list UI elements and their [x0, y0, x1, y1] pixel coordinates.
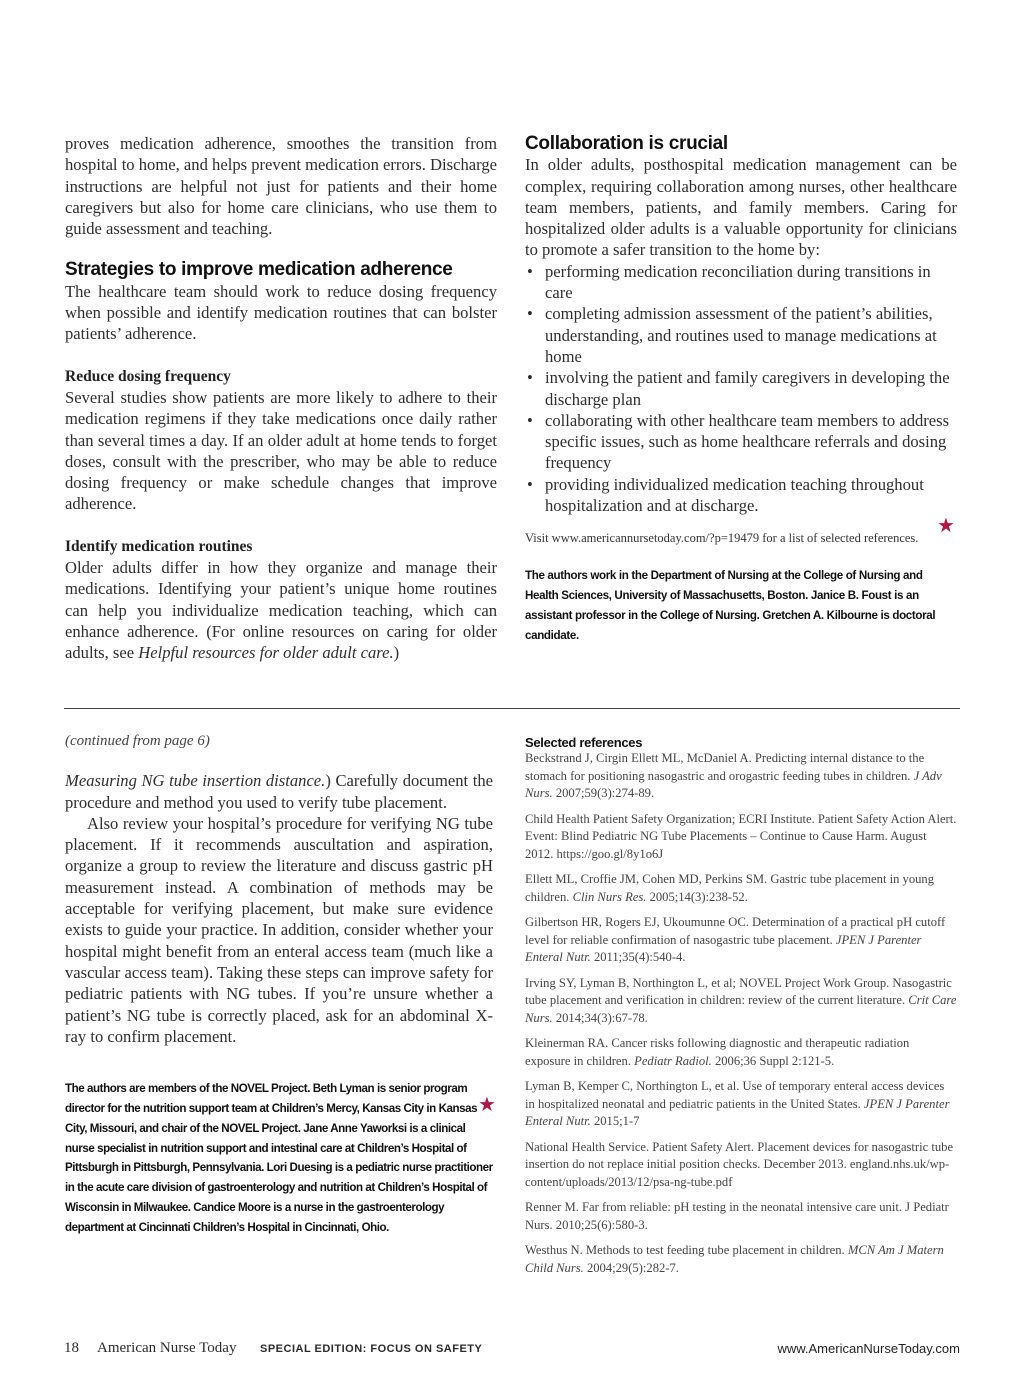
ng-paragraph-2: Also review your hospital’s procedure for verifying NG tube placement. If it recommends auscultation and aspiration, organize a group to review the literature and discuss gastric pH measurement instead. A combination of methods may be acceptable for verifying placement, but make sure evidence exists to guide your practice. In addition, consider whether your hospital might benefit from an enteral access team (much like a vascular access team). Taking these steps can improve safety for pediatric patients with NG tubes. If you’re unsure whether a patient’s NG tube is correctly placed, ask for an abdominal X-ray to confirm placement.	[65, 813, 493, 1046]
routines-heading: Identify medication routines	[65, 537, 253, 555]
website-link[interactable]: www.AmericanNurseToday.com	[777, 1341, 960, 1356]
collaboration-list	[525, 261, 957, 517]
list-item: • collaborating with other healthcare team members to address specific issues, such as home healthcare referrals and dosing frequency	[525, 410, 957, 474]
routines-end: )	[393, 643, 400, 663]
collaboration-paragraph: In older adults, posthospital medication management can be complex, requiring collaboration among nurses, other healthcare team members, patients, and family members. Caring for hospitalized older adults is a valuable opportunity for clinicians to promote a safer transition to the home by:	[525, 155, 957, 260]
helpful-resources-reference: Helpful resources for older adult care.	[138, 643, 394, 663]
routines-text: Older adults differ in how they organize and manage their medications. Identifying your patient’s unique home routines can help you individualize medication teaching, which can enhance adherence. (For online resources on caring for older adults, see	[65, 558, 497, 663]
authors-bio-bottom: The authors are members of the NOVEL Project. Beth Lyman is senior program director for the nutrition support team at Children’s Mercy, Kansas City in Kansas City, Missouri, and chair of the NOVEL Project. Jane Anne Yaworksi is a clinical nurse specialist in nutrition support and intestinal care at Children’s Hospital of Pittsburgh in Pittsburgh, Pennsylvania. Lori Duesing is a pediatric nurse practitioner in the acute care division of gastroenterology and nutrition at Children’s Hospital of Wisconsin in Milwaukee. Candice Moore is a nurse in the gastroenterology department at Cincinnati Children’s Hospital in Cincinnati, Ohio.	[65, 1082, 493, 1234]
ng-paragraph-1	[65, 770, 493, 813]
collaboration-heading: Collaboration is crucial	[525, 133, 728, 154]
left-top-column	[65, 133, 497, 664]
reference-text: Renner M. Far from reliable: pH testing in the neonatal intensive care unit. J Pediatr Nurs. 2010;25(6):580-3.	[525, 1200, 949, 1232]
reference-item	[525, 811, 957, 864]
reference-item	[525, 871, 957, 906]
reference-journal: JPEN J Parenter Enteral Nutr.	[525, 932, 922, 964]
reference-citation: 2004;29(5):282-7.	[586, 1260, 679, 1275]
reference-journal: Pediatr Radiol.	[634, 1053, 712, 1068]
end-star-icon: ★	[937, 515, 955, 537]
left-bottom-column	[65, 731, 493, 1238]
strategies-paragraph: The healthcare team should work to reduce dosing frequency when possible and identify medication routines that can bolster patients’ adherence.	[65, 281, 497, 344]
references-title: Selected references	[525, 735, 643, 750]
reference-item	[525, 1242, 957, 1277]
reference-text: Irving SY, Lyman B, Northington L, et al; NOVEL Project Work Group. Nasogastric tube placement and verification in children: review of the current literature.	[525, 975, 952, 1007]
list-item: • completing admission assessment of the patient’s abilities, understanding, and routines used to manage medications at home	[525, 303, 957, 367]
ng-paragraph-1-text: ) Carefully document the procedure and method you used to verify tube placement.	[65, 771, 493, 812]
continued-note: (continued from page 6)	[65, 733, 210, 749]
reference-journal: Clin Nurs Res.	[572, 889, 647, 904]
reference-journal: JPEN J Parenter Enteral Nutr.	[525, 1096, 950, 1128]
reference-journal: J Adv Nurs.	[525, 768, 942, 800]
right-top-column	[525, 133, 957, 646]
reference-item	[525, 1078, 957, 1131]
visit-note: Visit www.americannursetoday.com/?p=19479 for a list of selected references.	[525, 531, 919, 546]
list-item: • involving the patient and family caregivers in developing the discharge plan	[525, 367, 957, 410]
reference-citation: 2014;34(3):67-78.	[555, 1010, 648, 1025]
reference-journal: Crit Care Nurs.	[525, 993, 957, 1025]
intro-paragraph: proves medication adherence, smoothes the transition from hospital to home, and helps prevent medication errors. Discharge instructions are helpful not just for patients and their home caregivers but also for home care clinicians, who use them to guide assessment and teaching.	[65, 134, 497, 239]
edition-name: SPECIAL EDITION: FOCUS ON SAFETY	[260, 1343, 483, 1355]
page-number: 18	[64, 1340, 79, 1356]
reference-item	[525, 914, 957, 967]
reference-text: Kleinerman RA. Cancer risks following diagnostic and therapeutic radiation exposure in children.	[525, 1036, 910, 1068]
reference-citation: 2005;14(3):238-52.	[649, 889, 748, 904]
list-item: • performing medication reconciliation during transitions in care	[525, 261, 957, 304]
reference-citation: 2007;59(3):274-89.	[555, 786, 655, 800]
reference-text: National Health Service. Patient Safety Alert. Placement devices for nasogastric tube insertion do not replace initial position checks. December 2013. england.nhs.uk/wp-content/uploads/2013/12/psa-ng-tube.pdf	[525, 1139, 954, 1189]
reference-text: Westhus N. Methods to test feeding tube placement in children.	[525, 1243, 845, 1257]
reference-citation: 2015;1-7	[593, 1114, 640, 1128]
reference-text: Lyman B, Kemper C, Northington L, et al. Use of temporary enteral access devices in hospitalized neonatal and pediatric patients in the United States.	[525, 1079, 945, 1111]
reference-item	[525, 750, 957, 803]
reference-text: Child Health Patient Safety Organization; ECRI Institute. Patient Safety Action Alert. Event: Blind Pediatric NG Tube Placements – Continue to Cause Harm. August 2012. https://goo.gl/8y1o6J	[525, 811, 957, 861]
reference-citation: 2006;36 Suppl 2:121-5.	[714, 1053, 835, 1068]
list-item: • providing individualized medication teaching throughout hospitalization and at discharge.	[525, 474, 957, 517]
reference-journal: MCN Am J Matern Child Nurs.	[525, 1243, 944, 1275]
authors-bio-top: The authors work in the Department of Nursing at the College of Nursing and Health Sciences, University of Massachusetts, Boston. Janice B. Foust is an assistant professor in the College of Nursing. Gretchen A. Kilbourne is doctoral candidate.	[525, 569, 936, 642]
end-star-icon: ★	[478, 1094, 496, 1116]
reference-text: Gilbertson HR, Rogers EJ, Ukoumunne OC. Determination of a practical pH cutoff level for reliable confirmation of nasogastric tube placement.	[525, 915, 946, 947]
magazine-name: American Nurse Today	[97, 1340, 237, 1356]
routines-paragraph	[65, 557, 497, 663]
dosing-paragraph: Several studies show patients are more likely to adhere to their medication regimens if they take medications once daily rather than several times a day. If an older adult at home tends to forget doses, consult with the prescriber, who may be able to reduce dosing frequency or make schedule changes that improve adherence.	[65, 387, 497, 514]
reference-item	[525, 1035, 957, 1070]
references-list	[525, 750, 957, 1277]
page-footer	[64, 1340, 960, 1360]
reference-item	[525, 1199, 957, 1234]
dosing-heading: Reduce dosing frequency	[65, 367, 231, 385]
references-column	[525, 735, 957, 1285]
reference-item	[525, 1139, 957, 1192]
reference-text: Ellett ML, Croffie JM, Cohen MD, Perkins SM. Gastric tube placement in young children.	[525, 872, 935, 904]
reference-text: Beckstrand J, Cirgin Ellett ML, McDaniel A. Predicting internal distance to the stomach for positioning nasogastric and orogastric feeding tubes in children.	[525, 751, 925, 783]
reference-citation: 2011;35(4):540-4.	[593, 950, 686, 964]
ng-insertion-reference: Measuring NG tube insertion distance.	[65, 771, 326, 791]
strategies-heading: Strategies to improve medication adherence	[65, 259, 453, 281]
section-divider	[64, 708, 960, 709]
reference-item	[525, 975, 957, 1028]
